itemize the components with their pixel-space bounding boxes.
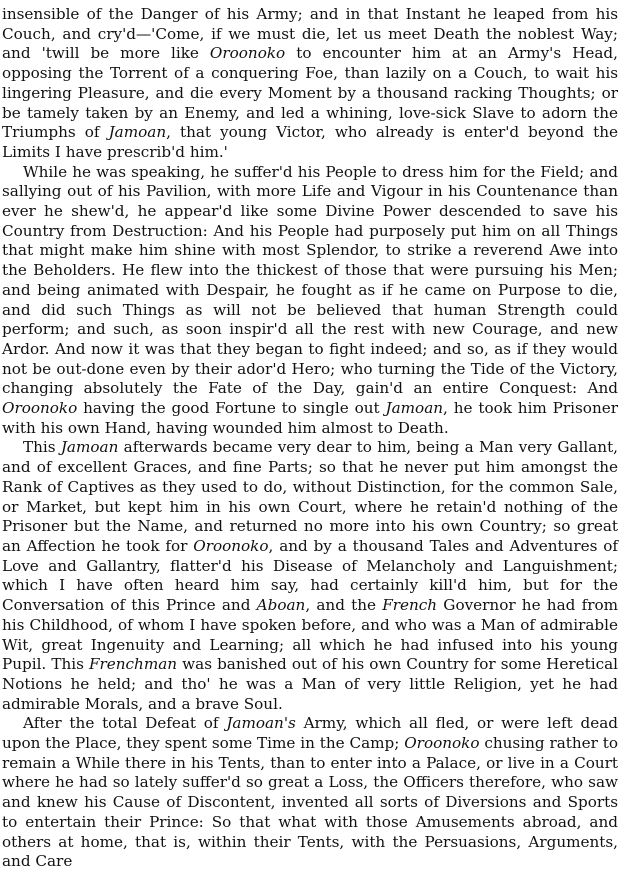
italic-text-run: Aboan <box>256 596 306 615</box>
italic-text-run: Oroonoko <box>2 399 78 418</box>
text-run: While he was speaking, he suffer'd his People to dress him for the Field; and sallying out of his Pavilion, with more Life and Vigour in his Countenance than ever he shew'd, he appear'd like some Divine Power descended to save his Country from Destruction: And his People had purposely put him on all Things that might make him shine with most Splendor, to strike a reverend Awe into the Beholders. He flew into the thickest of those that were pursuing his Men; and being animated with Despair, he fought as if he came on Purpose to die, and did such Things as will not be believed that human Strength could perform; and such, as soon inspir'd all the rest with new Courage, and new Ardor. And now it was that they began to fight indeed; and so, as if they would not be out-done even by their ador'd Hero; who turning the Tide of the Victory, changing absolutely the Fate of the Day, gain'd an entire Conquest: And <box>2 162 618 398</box>
text-run: This <box>23 438 61 457</box>
italic-text-run: Jamoan <box>108 123 167 142</box>
text-run: insensible of the Danger of his Army; and in that Instant he leaped from his Couch, and cry'd—'Come, if we must die, let us meet Death the noblest Way; and 'twill be more like <box>2 5 618 63</box>
paragraph <box>2 438 618 714</box>
italic-text-run: Jamoan's <box>226 714 296 733</box>
italic-text-run: Oroonoko <box>209 44 286 63</box>
italic-text-run: Oroonoko <box>193 536 269 555</box>
text-run: Governor he had from his Childhood, of whom I have spoken before, and who was a Man of admirable Wit, great Ingenuity and Learning; all which he had infused into his young Pupil. This <box>2 596 618 674</box>
text-run: afterwards became very dear to him, being a Man very Gallant, and of excellent Graces, and fine Parts; so that he never put him amongst the Rank of Captives as they used to do, without Distinction, for the common Sale, or Market, but kept him in his own Court, where he retain'd nothing of the Prisoner but the Name, and returned no more into his own Country; so great an Affection he took for <box>2 438 619 555</box>
text-run: chusing rather to remain a While there in his Tents, than to enter into a Palace, or live in a Court where he had so lately suffer'd so great a Loss, the Officers therefore, who saw and knew his Cause of Discontent, invented all sorts of Diversions and Sports to entertain their Prince: So that what with those Amusements abroad, and others at home, that is, within their Tents, with the Persuasions, Arguments, and Care <box>2 734 618 871</box>
italic-text-run: French <box>382 596 438 615</box>
italic-text-run: Oroonoko <box>404 734 480 753</box>
text-run: Army, which all fled, or were left dead upon the Place, they spent some Time in the Camp; <box>2 714 618 753</box>
text-run: , and by a thousand Tales and Adventures of Love and Gallantry, flatter'd his Disease of Melancholy and Languishment; which I have often heard him say, had certainly kill'd him, but for the Conversation of this Prince and <box>2 536 618 615</box>
italic-text-run: Jamoan <box>60 438 119 457</box>
paragraph <box>2 163 618 439</box>
paragraph <box>2 5 618 163</box>
italic-text-run: Frenchman <box>88 655 178 674</box>
text-run: , that young Victor, who already is enter'd beyond the Limits I have prescrib'd him.' <box>2 123 618 161</box>
text-run: having the good Fortune to single out <box>77 399 386 418</box>
text-run: was banished out of his own Country for some Heretical Notions he held; and tho' he was a Man of very little Religion, yet he had admirable Morals, and a brave Soul. <box>2 655 618 713</box>
italic-text-run: Jamoan <box>385 399 444 418</box>
paragraph <box>2 714 618 872</box>
text-run: to encounter him at an Army's Head, opposing the Torrent of a conquering Foe, than lazily on a Couch, to wait his lingering Pleasure, and die every Moment by a thousand racking Thoughts; or be tamely taken by an Enemy, and led a whining, love-sick Slave to adorn the Triumphs of <box>2 44 618 142</box>
text-run: , he took him Prisoner with his own Hand, having wounded him almost to Death. <box>2 399 618 437</box>
text-run: After the total Defeat of <box>23 714 227 733</box>
text-run: , and the <box>305 596 383 615</box>
